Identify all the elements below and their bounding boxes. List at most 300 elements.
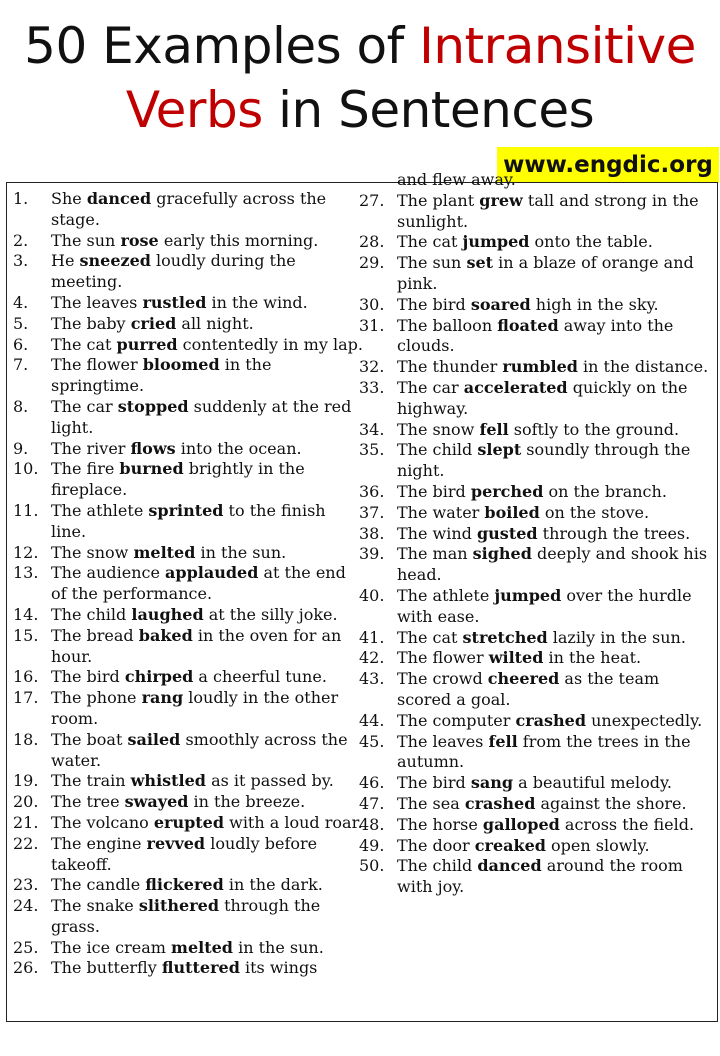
sentence-start: The candle xyxy=(51,875,146,895)
list-item xyxy=(359,794,713,815)
sentence-end: through the trees. xyxy=(537,523,691,543)
sentence-text xyxy=(397,669,713,711)
verb-highlight: stopped xyxy=(117,396,189,416)
list-item xyxy=(13,501,365,543)
item-number: 47. xyxy=(359,793,385,813)
sentence-start: The boat xyxy=(51,729,128,749)
list-item xyxy=(13,813,365,834)
sentence-start: The bird xyxy=(51,667,125,687)
sentence-end: in the distance. xyxy=(577,357,709,377)
sentence-text xyxy=(397,420,713,441)
item-number: 5. xyxy=(13,313,29,333)
verb-highlight: jumped xyxy=(462,232,530,252)
verb-highlight: wilted xyxy=(488,648,544,668)
item-number: 1. xyxy=(13,189,29,208)
sentence-start: The thunder xyxy=(397,357,503,377)
list-item xyxy=(13,730,365,772)
list-item xyxy=(359,503,713,524)
sentence-start: The water xyxy=(397,502,485,522)
sentence-text xyxy=(51,688,365,730)
sentence-end: smoothly across the water. xyxy=(51,729,348,770)
sentence-text xyxy=(397,482,713,503)
sentence-start: The train xyxy=(51,771,131,791)
sentence-text xyxy=(51,397,365,439)
sentence-text xyxy=(397,524,713,545)
item-number: 26. xyxy=(13,958,39,978)
sentence-start: and flew away. xyxy=(397,170,516,189)
verb-highlight: slithered xyxy=(138,896,220,916)
sentence-start: The wind xyxy=(397,523,477,543)
sentence-start: The audience xyxy=(51,563,166,583)
verb-highlight: burned xyxy=(119,459,184,479)
sentence-end: quickly on the highway. xyxy=(397,377,688,418)
sentence-start: The volcano xyxy=(51,812,154,832)
list-item xyxy=(359,253,713,295)
item-number: 43. xyxy=(359,669,385,689)
item-number: 24. xyxy=(13,896,39,916)
verb-highlight: cheered xyxy=(487,669,560,689)
sentence-text xyxy=(397,732,713,774)
sentence-end: onto the table. xyxy=(529,232,653,252)
item-number: 9. xyxy=(13,438,29,458)
sentence-text xyxy=(397,815,713,836)
sentence-end: at the end of the performance. xyxy=(51,563,346,604)
sentence-text xyxy=(51,938,365,959)
sentence-start: The door xyxy=(397,835,475,855)
item-number: 2. xyxy=(13,230,29,250)
sentence-start: The car xyxy=(397,377,464,397)
item-number: 14. xyxy=(13,604,39,624)
verb-highlight: flows xyxy=(130,438,176,458)
item-number: 31. xyxy=(359,315,385,335)
sentence-start: The leaves xyxy=(51,292,143,312)
sentence-text xyxy=(397,357,713,378)
list-item xyxy=(359,191,713,233)
verb-highlight: laughed xyxy=(131,604,204,624)
sentence-end: in the heat. xyxy=(543,648,642,668)
list-item xyxy=(359,378,713,420)
list-item-continuation xyxy=(359,170,713,191)
sentence-end: softly to the ground. xyxy=(508,419,680,439)
list-item xyxy=(13,459,365,501)
sentence-text xyxy=(397,316,713,358)
sentence-text xyxy=(51,355,365,397)
sentence-end: a cheerful tune. xyxy=(193,667,327,687)
item-number: 11. xyxy=(13,500,39,520)
list-item xyxy=(13,958,365,979)
sentence-start: The river xyxy=(51,438,131,458)
sentence-start: The athlete xyxy=(397,585,495,605)
sentence-text xyxy=(51,293,365,314)
sentence-text xyxy=(51,335,365,356)
sentence-start: The butterfly xyxy=(51,958,162,978)
item-number: 20. xyxy=(13,792,39,812)
item-number: 42. xyxy=(359,648,385,668)
sentence-start: The balloon xyxy=(397,315,498,335)
sentence-text xyxy=(397,856,713,898)
list-item xyxy=(13,667,365,688)
sentence-end: loudly before takeoff. xyxy=(51,833,318,874)
list-item xyxy=(13,293,365,314)
sentence-end: soundly through the night. xyxy=(397,440,691,481)
sentence-end: high in the sky. xyxy=(530,294,659,314)
sentence-text xyxy=(397,440,713,482)
verb-highlight: revved xyxy=(146,833,206,853)
sentence-end: brightly in the fireplace. xyxy=(51,459,305,500)
verb-highlight: sprinted xyxy=(148,500,224,520)
sentence-end: as the team scored a goal. xyxy=(397,669,660,709)
sentence-end: loudly during the meeting. xyxy=(51,251,296,292)
sentence-start: The bread xyxy=(51,625,139,645)
sentence-start: The child xyxy=(397,440,478,460)
verb-highlight: accelerated xyxy=(463,377,568,397)
sentence-end: in the springtime. xyxy=(51,355,272,396)
list-item xyxy=(359,544,713,586)
verb-highlight: rang xyxy=(141,688,184,708)
sentence-end: in the sun. xyxy=(233,937,324,957)
sentence-text xyxy=(51,792,365,813)
item-number: 38. xyxy=(359,523,385,543)
sentence-end: loudly in the other room. xyxy=(51,688,339,728)
sentence-end: open slowly. xyxy=(545,835,650,855)
website-badge: www.engdic.org xyxy=(497,147,719,183)
item-number: 10. xyxy=(13,459,39,479)
verb-highlight: whistled xyxy=(130,771,206,791)
verb-highlight: melted xyxy=(133,542,196,562)
list-item xyxy=(13,563,365,605)
list-item xyxy=(359,482,713,503)
sentence-text xyxy=(51,626,365,668)
list-item xyxy=(13,834,365,876)
sentence-start: The engine xyxy=(51,833,147,853)
item-number: 15. xyxy=(13,625,39,645)
sentence-end: on the stove. xyxy=(539,502,650,522)
sentence-text xyxy=(397,773,713,794)
sentence-start: The cat xyxy=(397,232,463,252)
item-number: 16. xyxy=(13,667,39,687)
list-item xyxy=(359,586,713,628)
left-column xyxy=(13,189,365,979)
title-highlight: Intransitive xyxy=(419,17,696,75)
verb-highlight: chirped xyxy=(124,667,194,687)
list-item xyxy=(359,316,713,358)
sentence-end: as it passed by. xyxy=(205,771,334,791)
item-number: 32. xyxy=(359,357,385,377)
verb-highlight: erupted xyxy=(153,812,225,832)
sentence-text xyxy=(397,232,713,253)
sentence-text xyxy=(51,958,365,979)
item-number: 39. xyxy=(359,544,385,564)
list-item xyxy=(359,440,713,482)
item-number: 49. xyxy=(359,835,385,855)
sentence-start: The ice cream xyxy=(51,937,172,957)
verb-highlight: fluttered xyxy=(161,958,240,978)
sentence-start: The snake xyxy=(51,896,139,916)
sentence-end: from the trees in the autumn. xyxy=(397,731,691,772)
item-number: 50. xyxy=(359,856,385,876)
sentence-start: The sun xyxy=(51,230,121,250)
sentence-text xyxy=(397,378,713,420)
sentence-end: its wings xyxy=(239,958,318,978)
verb-highlight: jumped xyxy=(494,585,562,605)
verb-highlight: slept xyxy=(477,440,522,460)
item-number: 3. xyxy=(13,251,29,271)
sentence-end: tall and strong in the sunlight. xyxy=(397,190,699,231)
sentence-text xyxy=(51,834,365,876)
item-number: 27. xyxy=(359,190,385,210)
sentence-end: in the wind. xyxy=(206,292,308,312)
sentence-start: The leaves xyxy=(397,731,489,751)
item-number: 17. xyxy=(13,688,39,708)
sentence-start: The horse xyxy=(397,814,483,834)
sentence-end: in the sun. xyxy=(195,542,287,562)
list-item xyxy=(359,295,713,316)
list-item xyxy=(13,231,365,252)
item-number: 41. xyxy=(359,627,385,647)
sentence-end: with a loud roar. xyxy=(224,812,363,832)
item-number: 21. xyxy=(13,812,39,832)
list-item xyxy=(359,232,713,253)
verb-highlight: grew xyxy=(479,190,523,210)
verb-highlight: flickered xyxy=(145,875,224,895)
verb-highlight: rumbled xyxy=(502,357,578,377)
verb-highlight: sang xyxy=(470,773,514,793)
list-item xyxy=(359,815,713,836)
list-item xyxy=(13,771,365,792)
sentence-start: The cat xyxy=(51,334,117,354)
sentence-end: all night. xyxy=(176,313,254,333)
sentence-start: The sun xyxy=(397,253,467,273)
sentence-end: suddenly at the red light. xyxy=(51,396,352,437)
sentence-end: deeply and shook his head. xyxy=(397,544,708,585)
sentence-end: in the breeze. xyxy=(188,792,306,812)
sentence-start: The bird xyxy=(397,294,471,314)
verb-highlight: sneezed xyxy=(79,251,151,271)
verb-highlight: galloped xyxy=(482,814,560,834)
list-item xyxy=(13,439,365,460)
item-number: 25. xyxy=(13,937,39,957)
sentence-start: The bird xyxy=(397,773,471,793)
sentence-text xyxy=(51,813,365,834)
list-item xyxy=(359,711,713,732)
sentence-end: to the finish line. xyxy=(51,500,326,541)
title-text: in Sentences xyxy=(262,81,595,139)
list-item xyxy=(359,420,713,441)
sentence-end: a beautiful melody. xyxy=(513,773,672,793)
sentence-end: lazily in the sun. xyxy=(547,627,686,647)
title-line-1 xyxy=(0,14,720,78)
sentence-start: The flower xyxy=(51,355,143,375)
item-number: 12. xyxy=(13,542,39,562)
list-item xyxy=(13,896,365,938)
sentence-text xyxy=(51,543,365,564)
sentence-end: around the room with joy. xyxy=(397,856,683,897)
verb-highlight: boiled xyxy=(484,502,540,522)
sentence-text xyxy=(397,628,713,649)
verb-highlight: sailed xyxy=(127,729,181,749)
list-item xyxy=(13,605,365,626)
sentence-text xyxy=(397,295,713,316)
sentence-end: gracefully across the stage. xyxy=(51,189,327,229)
sentence-text xyxy=(51,189,365,231)
item-number: 35. xyxy=(359,440,385,460)
sentence-text xyxy=(397,836,713,857)
sentence-text xyxy=(51,771,365,792)
sentence-start: The snow xyxy=(397,419,480,439)
list-item xyxy=(13,938,365,959)
item-number: 8. xyxy=(13,396,29,416)
item-number: 36. xyxy=(359,481,385,501)
sentence-end: into the ocean. xyxy=(175,438,302,458)
verb-highlight: bloomed xyxy=(142,355,220,375)
verb-highlight: purred xyxy=(116,334,178,354)
sentence-text xyxy=(51,563,365,605)
sentence-end: in a blaze of orange and pink. xyxy=(397,253,694,293)
item-number: 18. xyxy=(13,729,39,749)
verb-highlight: fell xyxy=(488,731,518,751)
sentence-text xyxy=(51,896,365,938)
verb-highlight: applauded xyxy=(165,563,259,583)
verb-highlight: melted xyxy=(171,937,233,957)
verb-highlight: stretched xyxy=(462,627,548,647)
sentence-text xyxy=(397,253,713,295)
examples-box xyxy=(6,170,718,1022)
verb-highlight: gusted xyxy=(476,523,538,543)
sentence-end: away into the clouds. xyxy=(397,315,674,356)
sentence-start: The car xyxy=(51,396,118,416)
verb-highlight: rustled xyxy=(142,292,207,312)
verb-highlight: swayed xyxy=(124,792,189,812)
list-item xyxy=(13,543,365,564)
item-number: 33. xyxy=(359,377,385,397)
list-item xyxy=(359,836,713,857)
sentence-text xyxy=(51,439,365,460)
sentence-start: The flower xyxy=(397,648,489,668)
list-item xyxy=(13,688,365,730)
sentence-end: through the grass. xyxy=(51,896,321,936)
sentence-start: He xyxy=(51,251,80,271)
sentence-end: early this morning. xyxy=(158,230,319,250)
list-item xyxy=(13,251,365,293)
sentence-text xyxy=(397,648,713,669)
list-item xyxy=(13,626,365,668)
title-text: 50 Examples of xyxy=(24,17,420,75)
sentence-start: The phone xyxy=(51,688,142,708)
verb-highlight: fell xyxy=(479,419,509,439)
list-item xyxy=(13,335,365,356)
item-number: 4. xyxy=(13,292,29,312)
list-item xyxy=(359,357,713,378)
verb-highlight: set xyxy=(466,253,494,273)
verb-highlight: crashed xyxy=(515,710,587,730)
list-item xyxy=(359,669,713,711)
sentence-start: The baby xyxy=(51,313,131,333)
sentence-text xyxy=(397,711,713,732)
list-item xyxy=(13,189,365,231)
item-number: 34. xyxy=(359,419,385,439)
sentence-text xyxy=(51,730,365,772)
sentence-start: The crowd xyxy=(397,669,488,689)
sentence-end: contentedly in my lap. xyxy=(177,334,363,354)
sentence-start: The athlete xyxy=(51,500,149,520)
sentence-text xyxy=(51,251,365,293)
list-item xyxy=(359,628,713,649)
list-item xyxy=(359,856,713,898)
verb-highlight: soared xyxy=(470,294,531,314)
list-item xyxy=(359,524,713,545)
verb-highlight: creaked xyxy=(474,835,546,855)
sentence-start: The bird xyxy=(397,481,471,501)
item-number: 19. xyxy=(13,771,39,791)
verb-highlight: danced xyxy=(477,856,542,876)
sentence-start: The computer xyxy=(397,710,516,730)
sentence-start: She xyxy=(51,189,87,208)
list-item xyxy=(359,732,713,774)
item-number: 29. xyxy=(359,253,385,273)
sentence-text xyxy=(51,667,365,688)
sentence-text xyxy=(51,605,365,626)
list-item xyxy=(13,397,365,439)
verb-highlight: danced xyxy=(86,189,152,208)
sentence-end: in the dark. xyxy=(223,875,323,895)
item-number: 40. xyxy=(359,585,385,605)
item-number: 45. xyxy=(359,731,385,751)
page-title xyxy=(0,14,720,142)
sentence-start: The plant xyxy=(397,190,480,210)
list-item xyxy=(13,355,365,397)
item-number: 44. xyxy=(359,710,385,730)
title-highlight: Verbs xyxy=(125,81,263,139)
list-item xyxy=(359,773,713,794)
sentence-end: against the shore. xyxy=(535,793,687,813)
item-number: 22. xyxy=(13,833,39,853)
sentence-text xyxy=(51,501,365,543)
item-number: 28. xyxy=(359,232,385,252)
sentence-text xyxy=(397,586,713,628)
sentence-end: at the silly joke. xyxy=(203,604,338,624)
sentence-start: The child xyxy=(397,856,478,876)
sentence-start: The cat xyxy=(397,627,463,647)
sentence-text xyxy=(397,503,713,524)
verb-highlight: sighed xyxy=(472,544,532,564)
verb-highlight: cried xyxy=(130,313,177,333)
verb-highlight: baked xyxy=(138,625,193,645)
list-item xyxy=(359,648,713,669)
sentence-start: The snow xyxy=(51,542,134,562)
item-number: 6. xyxy=(13,334,29,354)
sentence-start: The tree xyxy=(51,792,125,812)
sentence-start: The sea xyxy=(397,793,465,813)
sentence-text xyxy=(397,794,713,815)
item-number: 7. xyxy=(13,355,29,375)
sentence-start: The fire xyxy=(51,459,120,479)
verb-highlight: floated xyxy=(497,315,559,335)
sentence-text xyxy=(51,875,365,896)
sentence-end: across the field. xyxy=(559,814,695,834)
sentence-text xyxy=(51,231,365,252)
verb-highlight: rose xyxy=(120,230,159,250)
sentence-end: over the hurdle with ease. xyxy=(397,585,692,626)
sentence-end: on the branch. xyxy=(543,481,667,501)
title-line-2 xyxy=(0,78,720,142)
sentence-start: The man xyxy=(397,544,473,564)
sentence-start: The child xyxy=(51,604,132,624)
list-item xyxy=(13,314,365,335)
item-number: 46. xyxy=(359,773,385,793)
right-column xyxy=(359,170,713,898)
list-item xyxy=(13,792,365,813)
sentence-text xyxy=(51,459,365,501)
